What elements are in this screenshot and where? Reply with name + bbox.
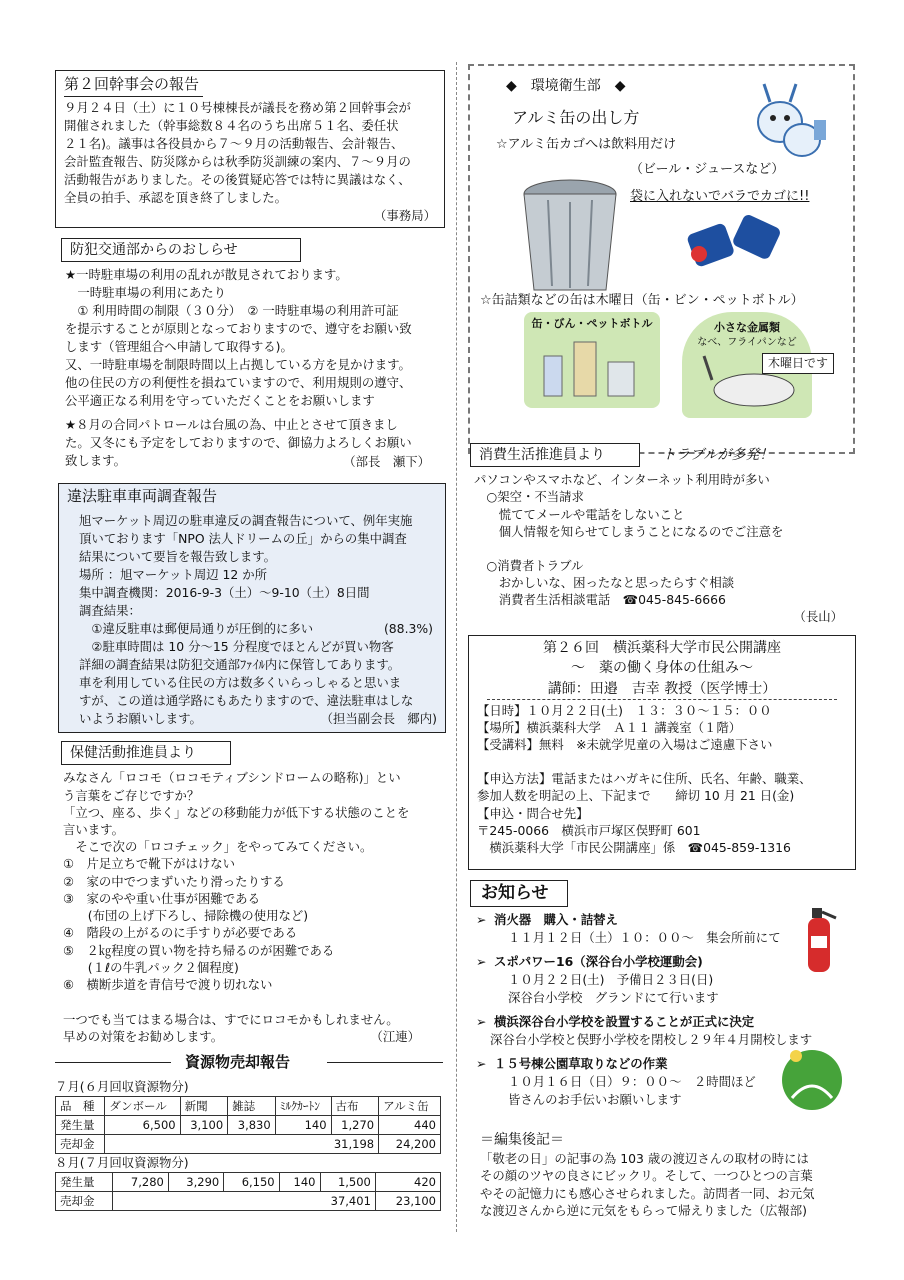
kanji-report-box: [55, 70, 445, 228]
hoken-signature: （江連）: [370, 1028, 420, 1044]
text-line: う言葉をご存じですか？: [63, 787, 200, 803]
bottles-illustration: [524, 332, 660, 402]
henshu-section: [480, 1130, 855, 1219]
notice-detail: 皆さんのお手伝いお願いします: [508, 1091, 682, 1107]
bottles-label: 缶・びん・ペットボトル: [531, 317, 653, 330]
ihou-body: [67, 512, 437, 620]
ihou-body-2: [67, 638, 437, 710]
text-line: 他の住民の方の利便性を損ねていますので、利用規則の遵守、: [65, 375, 412, 391]
kankyo-bara: 袋に入れないでバラでカゴに!!: [630, 189, 810, 204]
text-line: 頂いております「NPO 法人ドリームの丘」からの集中調査: [79, 530, 407, 546]
table-cell: 発生量: [56, 1115, 105, 1134]
text-line: 〒245-0066 横浜市戸塚区俣野町 601: [477, 822, 701, 838]
text-line: 「敬老の日」の記事の為 103 歳の渡辺さんの取材の時には: [480, 1151, 809, 1167]
kankyo-dept: ◆ 環境衛生部 ◆: [506, 78, 626, 94]
metal-sublabel: なべ、フライパンなど: [697, 336, 797, 348]
shigen-table-august: [55, 1172, 441, 1211]
table-row: [56, 1134, 441, 1153]
fire-extinguisher-icon: [800, 904, 840, 976]
table-row: [56, 1191, 441, 1210]
text-line: 横浜薬科大学「市民公開講座」係 ☎045-859-1316: [477, 839, 791, 855]
table-cell: 新聞: [180, 1096, 228, 1115]
table-cell: 420: [375, 1172, 440, 1191]
shohi-body: [470, 467, 855, 608]
table-row: [56, 1115, 441, 1134]
text-line: 活動報告がありました。その後質疑応答では特に異議はなく、: [64, 171, 411, 187]
ihou-result-1: ①違反駐車は郵便局通りが圧倒的に多い (88.3%): [79, 620, 433, 636]
park-weeding-icon: [778, 1046, 846, 1112]
notice-item: [476, 911, 855, 947]
notice-item: [476, 1013, 855, 1049]
text-line: な渡辺さんから逆に元気をもらって帰えりました（広報部): [480, 1202, 807, 1218]
notice-heading: ➢ 消火器 購入・詰替え: [476, 911, 855, 929]
ihou-title: 違法駐車車両調査報告: [67, 487, 218, 505]
text-line: ⑤ ２㎏程度の買い物を持ち帰るのが困難である: [63, 942, 335, 958]
table-cell: 31,198: [105, 1134, 379, 1153]
table-cell: 売却金: [56, 1134, 105, 1153]
text-line: ★一時駐車場の利用の乱れが散見されております。: [65, 267, 348, 283]
text-line: 開催されました（幹事総数８４名のうち出席５１名、委任状: [64, 117, 399, 133]
text-line: (布団の上げ下ろし、掃除機の使用など): [63, 908, 309, 924]
table-cell: 3,830: [228, 1115, 276, 1134]
text-line: 致します。: [65, 453, 126, 469]
table-cell: 発生量: [56, 1172, 113, 1191]
text-line: ★８月の合同パトロールは台風の為、中止とさせて頂きまし: [65, 417, 398, 433]
text-line: 【場所】横浜薬科大学 Ａ１１ 講義室（１階）: [477, 720, 742, 735]
text-line: 参加人数を明記の上、下記まで 締切 10 月 21 日(金): [477, 788, 795, 804]
text-line: 【受講料】無料 ※未就学児童の入場はご遠慮下さい: [477, 737, 773, 753]
text-line: 消費者生活相談電話 ☎045-845-6666: [474, 592, 726, 608]
bottles-panel: [524, 312, 660, 408]
text-line: 【日時】１０月２２日(土) １３：３０～１５：００: [477, 702, 772, 718]
table-cell: 品 種: [56, 1096, 105, 1115]
text-line: 集中調査機関：2016-9-3（土）～9-10（土）8日間: [79, 584, 370, 600]
text-line: ① 片足立ちで靴下がはけない: [63, 856, 236, 872]
text-line: [477, 753, 847, 770]
text-line: します（管理組合へ申請して取得する)。: [65, 339, 293, 355]
text-line: やその記憶力にも感心させられました。訪問者一同、お元気: [480, 1185, 815, 1201]
notice-detail: １０月１６日（日）９：００～ ２時間ほど: [508, 1073, 756, 1089]
text-line: 旭マーケット周辺の駐車違反の調査報告について、例年実施: [79, 512, 413, 528]
table-cell: 7,280: [113, 1172, 168, 1191]
table-cell: ダンボール: [105, 1096, 180, 1115]
kanji-report-body: [64, 99, 436, 207]
text-line: 「立つ、座る、歩く」などの移動能力が低下する状態のことを: [63, 804, 410, 820]
shigen-t1-caption: ７月(６月回収資源物分): [55, 1079, 189, 1094]
hoken-body: [55, 765, 450, 1028]
bohan-signature: （部長 瀬下）: [343, 454, 430, 469]
text-line: 詳細の調査結果は防犯交通部ﾌｧｲﾙ内に保管してあります。: [79, 656, 401, 672]
text-line: [63, 993, 450, 1010]
shohi-title: 消費生活推進員より: [470, 443, 640, 467]
text-line: 慌ててメールや電話をしないこと: [474, 506, 685, 522]
table-cell: 雑誌: [228, 1096, 276, 1115]
bohan-title: 防犯交通部からのおしらせ: [61, 238, 301, 262]
text-line: [474, 540, 855, 557]
shigen-section: [55, 1052, 450, 1211]
text-line: 全員の拍手、承認を頂き終了しました。: [64, 189, 288, 205]
koza-lecturer: 講師：田邉 吉幸 教授（医学博士）: [487, 679, 837, 700]
koza-body: [477, 702, 847, 856]
text-line: 結果について要旨を報告致します。: [79, 548, 277, 564]
ihou-box: [58, 483, 446, 733]
shigen-t2-caption: ８月(７月回収資源物分): [55, 1154, 189, 1170]
oshirase-section: [470, 880, 855, 1114]
text-line: 調査結果：: [79, 602, 141, 618]
kankyo-box: [468, 64, 855, 454]
thursday-badge: 木曜日です: [762, 353, 834, 374]
shohi-header: [470, 443, 855, 467]
table-cell: 37,401: [113, 1191, 375, 1210]
table-cell: ﾐﾙｸｶｰﾄﾝ: [275, 1096, 331, 1115]
table-cell: 140: [275, 1115, 331, 1134]
koza-title-2: ～ 薬の働く身体の仕組み～: [571, 660, 753, 677]
henshu-body: [480, 1150, 855, 1218]
shigen-title: 資源物売却報告: [185, 1053, 291, 1071]
table-cell: 3,290: [168, 1172, 223, 1191]
kanji-report-signature: （事務局）: [374, 207, 436, 223]
henshu-title: ＝編集後記＝: [480, 1132, 564, 1148]
column-divider: [456, 62, 457, 1232]
table-cell: アルミ缶: [379, 1096, 441, 1115]
table-cell: 23,100: [375, 1191, 440, 1210]
text-line: ① 利用時間の制限（３０分） ② 一時駐車場の利用許可証: [65, 303, 399, 319]
shigen-rule-left: [55, 1062, 171, 1063]
hoken-title: 保健活動推進員より: [61, 741, 231, 765]
table-cell: 440: [379, 1115, 441, 1134]
kanji-report-title: 第２回幹事会の報告: [64, 74, 203, 97]
metal-label: 小さな金属類: [714, 321, 780, 334]
text-line: ③ 家のやや重い仕事が困難である: [63, 890, 260, 906]
shohi-section: [470, 443, 855, 626]
text-line: おかしいな、困ったなと思ったらすぐ相談: [474, 574, 735, 590]
table-cell: 古布: [331, 1096, 379, 1115]
text-line: 【申込・問合せ先】: [477, 805, 589, 821]
shigen-table-july: [55, 1096, 441, 1154]
shohi-signature: （長山）: [793, 609, 843, 625]
kankyo-cago: ☆アルミ缶カゴへは飲料用だけ: [496, 137, 677, 152]
notice-detail: 深谷台小学校 グランドにて行います: [508, 989, 719, 1005]
text-line: パソコンやスマホなど、インターネット利用時が多い: [474, 472, 770, 488]
ihou-signature: （担当副会長 郷内): [320, 710, 437, 726]
notice-item: [476, 953, 855, 1007]
table-cell: 6,500: [105, 1115, 180, 1134]
text-line: (１ℓの牛乳パック２個程度): [63, 959, 239, 975]
notice-detail: １０月２２日(土) 予備日２３日(日): [508, 971, 714, 987]
text-line: ９月２４日（土）に１０号棟棟長が議長を務め第２回幹事会が: [64, 99, 411, 115]
text-line: た。又冬にも予定をしておりますので、御協力よろしくお願い: [65, 435, 412, 451]
text-line: 場所 ：旭マーケット周辺 12 か所: [79, 566, 268, 582]
table-cell: 24,200: [379, 1134, 441, 1153]
mascot-illustration: [740, 80, 840, 164]
text-line: 言います。: [63, 822, 124, 837]
text-line: ②駐車時間は 10 分～15 分程度でほとんどが買い物客: [79, 638, 394, 654]
hoken-section: [55, 741, 450, 1045]
bohan-body: [55, 262, 450, 410]
table-cell: 1,500: [320, 1172, 375, 1191]
text-line: ２１名)。議事は各役員から７～９月の活動報告、会計報告、: [64, 135, 404, 151]
table-row: [56, 1096, 441, 1115]
kankyo-drinks: （ビール・ジュースなど）: [630, 162, 785, 177]
kankyo-title: アルミ缶の出し方: [512, 108, 640, 127]
table-cell: 140: [279, 1172, 320, 1191]
ihou-result-1-value: (88.3%): [383, 620, 433, 636]
notice-detail: １１月１２日（土）１０：００～ 集会所前にて: [508, 929, 781, 945]
koza-box: [468, 635, 856, 870]
text-line: 会計監査報告、防災隊からは秋季防災訓練の案内、７～９月の: [64, 153, 411, 169]
notice-heading: ➢ スポパワー16（深谷台小学校運動会): [476, 953, 855, 971]
notice-heading: ➢ 横浜深谷台小学校を設置することが正式に決定: [476, 1013, 855, 1031]
text-line: そこで次の「ロコチェック」をやってみてください。: [63, 839, 373, 855]
text-line: ○架空・不当請求: [474, 489, 584, 505]
text-line: その顔のツヤの良さにビックリ。そして、一つひとつの言葉: [480, 1168, 813, 1184]
text-line: 公平適正なる利用を守っていただくことをお願いします: [65, 393, 375, 409]
text-line: ② 家の中でつまずいたり滑ったりする: [63, 873, 285, 889]
text-line: すが、この道は通学路にもあたりますので、違法駐車はしな: [79, 692, 414, 708]
text-line: ○消費者トラブル: [474, 557, 584, 573]
text-line: ④ 階段の上がるのに手すりが必要である: [63, 925, 298, 941]
text-line: 一時駐車場の利用にあたり: [65, 285, 227, 301]
notice-detail: 深谷台小学校と俣野小学校を閉校し２９年４月開校します: [490, 1031, 813, 1047]
text-line: 又、一時駐車場を制限時間以上占拠している方を見かけます。: [65, 357, 411, 373]
notice-heading: ➢ １５号棟公園草取りなどの作業: [476, 1055, 855, 1073]
table-cell: 6,150: [224, 1172, 279, 1191]
table-row: [56, 1172, 441, 1191]
text-line: ⑥ 横断歩道を青信号で渡り切れない: [63, 977, 273, 993]
trash-can-illustration: [518, 166, 622, 296]
kankyo-cans: ☆缶詰類などの缶は木曜日（缶・ビン・ペットボトル）: [480, 293, 804, 308]
text-line: 一つでも当てはまる場合は、すでにロコモかもしれません。: [63, 1011, 399, 1027]
text-line: みなさん「ロコモ（ロコモティブシンドロームの略称)」とい: [63, 770, 401, 786]
shigen-heading: [55, 1052, 450, 1074]
koza-title-1: 第２６回 横浜薬科大学市民公開講座: [543, 640, 781, 656]
shohi-trouble: トラブルが多発！: [661, 447, 774, 463]
shigen-rule-right: [327, 1062, 443, 1063]
text-line: を提示することが原則となっておりますので、遵守をお願い致: [65, 321, 412, 337]
table-cell: 売却金: [56, 1191, 113, 1210]
cans-illustration: [685, 206, 795, 276]
table-cell: 3,100: [180, 1115, 228, 1134]
oshirase-title: お知らせ: [470, 880, 568, 907]
hoken-last: 早めの対策をお勧めします。 （江連）: [63, 1028, 420, 1044]
table-cell: 1,270: [331, 1115, 379, 1134]
ihou-last: いようお願いします。 （担当副会長 郷内): [79, 710, 437, 726]
text-line: 個人情報を知らせてしまうことになるのでご注意を: [474, 523, 784, 539]
text-line: 【申込方法】電話またはハガキに住所、氏名、年齢、職業、: [477, 771, 812, 787]
bohan-section: [55, 238, 450, 470]
text-line: 車を利用している住民の方は数多くいらっしゃると思いま: [79, 674, 402, 690]
